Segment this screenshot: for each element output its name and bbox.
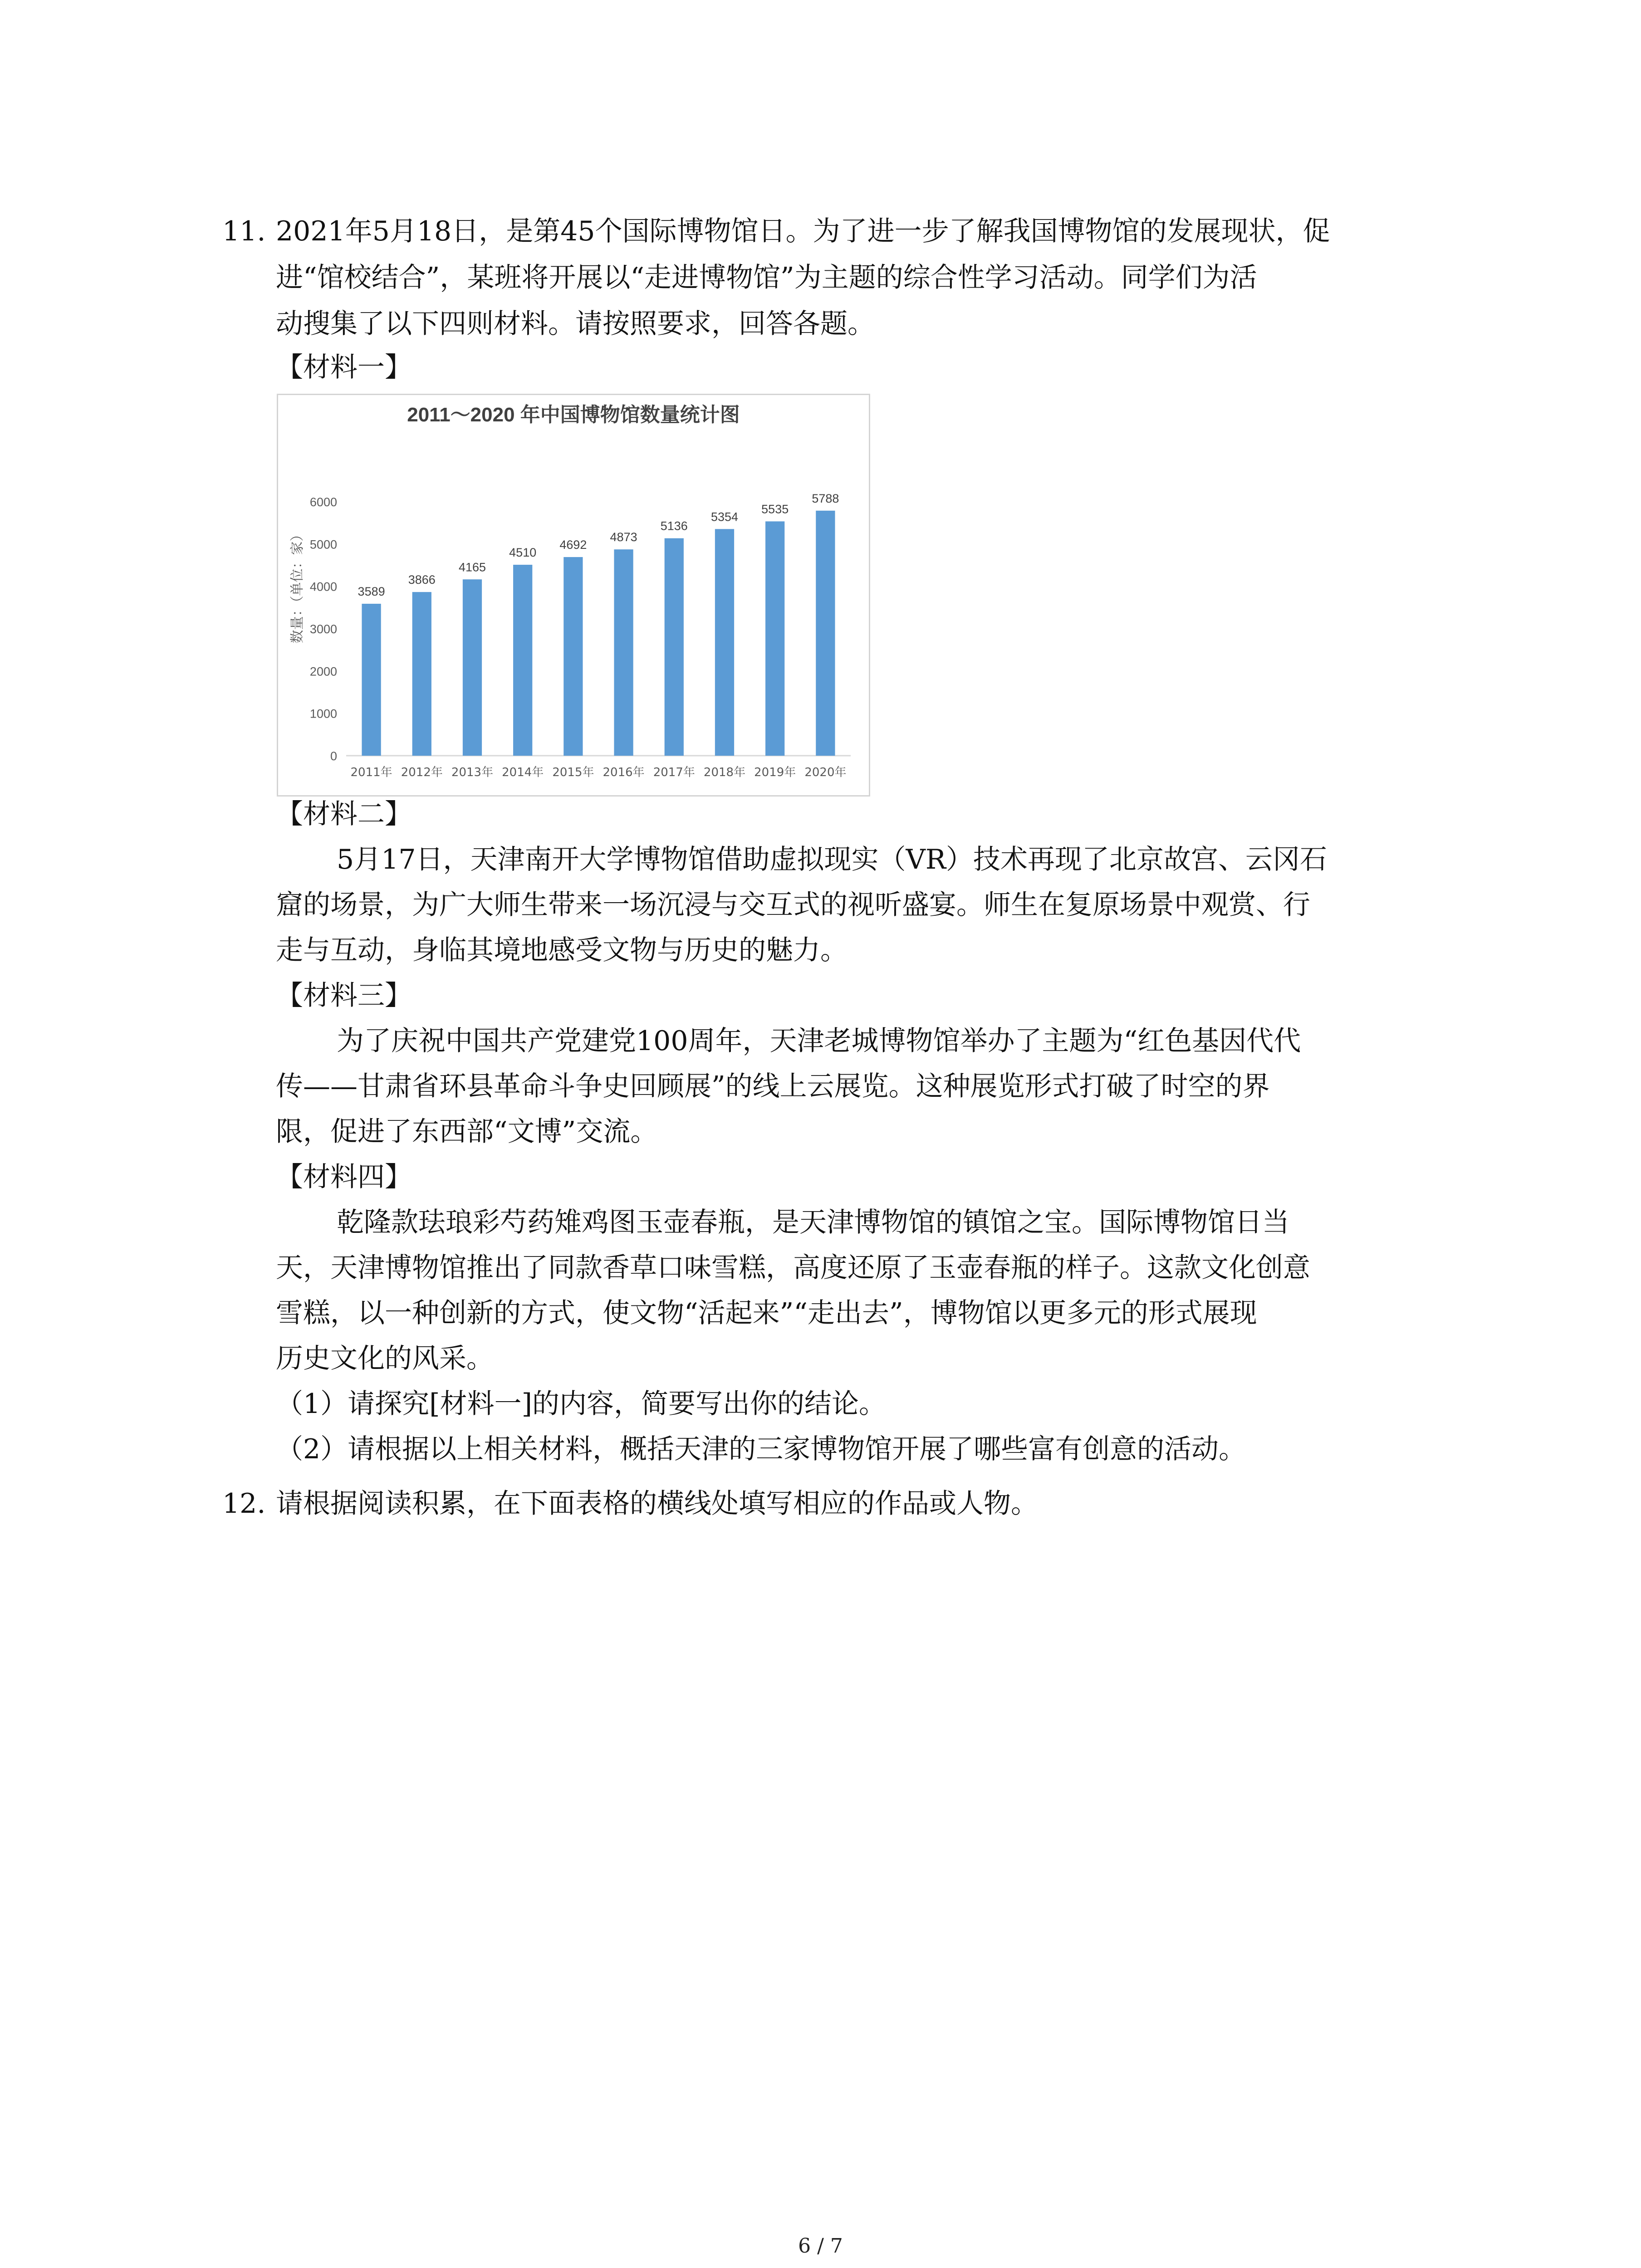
bar-2014年 <box>513 565 532 756</box>
x-tick-label: 2018年 <box>703 766 746 779</box>
bar-2013年 <box>463 579 482 756</box>
bar-2011年 <box>362 604 381 756</box>
x-tick-label: 2012年 <box>401 766 443 779</box>
x-tick-label: 2013年 <box>451 766 494 779</box>
bar-value-label: 4873 <box>610 530 637 544</box>
material-3-line-1: 为了庆祝中国共产党建党100周年，天津老城博物馆举办了主题为“红色基因代代 <box>337 1025 1301 1057</box>
bar-value-label: 5535 <box>761 502 789 516</box>
bar-value-label: 4510 <box>509 546 537 560</box>
material-4-line-4: 历史文化的风采。 <box>276 1343 494 1374</box>
y-tick-label: 0 <box>330 749 337 763</box>
bar-2019年 <box>765 521 784 756</box>
bar-2012年 <box>412 592 431 756</box>
bar-2015年 <box>563 557 583 756</box>
chart-title: 2011～2020 年中国博物馆数量统计图 <box>407 404 740 426</box>
chart-y-axis-label: 数量：（单位：家） <box>289 528 305 644</box>
x-tick-label: 2017年 <box>653 766 695 779</box>
material-4-line-1: 乾隆款珐琅彩芍药雉鸡图玉壶春瓶，是天津博物馆的镇馆之宝。国际博物馆日当 <box>337 1207 1289 1238</box>
bar-value-label: 4692 <box>559 538 587 552</box>
bar-value-label: 5354 <box>710 510 739 524</box>
y-tick-label: 4000 <box>309 580 337 594</box>
material-3-line-2: 传——甘肃省环县革命斗争史回顾展”的线上云展览。这种展览形式打破了时空的界 <box>276 1070 1270 1102</box>
material-4-line-3: 雪糕，以一种创新的方式，使文物“活起来”“走出去”，博物馆以更多元的形式展现 <box>276 1297 1257 1329</box>
y-tick-label: 2000 <box>309 665 337 679</box>
question-11-intro-line-1: 2021年5月18日，是第45个国际博物馆日。为了进一步了解我国博物馆的发展现状，促 <box>276 215 1330 247</box>
material-4-line-2: 天，天津博物馆推出了同款香草口味雪糕，高度还原了玉壶春瓶的样子。这款文化创意 <box>276 1252 1310 1284</box>
museum-count-chart <box>277 394 870 797</box>
question-12-text: 请根据阅读积累，在下面表格的横线处填写相应的作品或人物。 <box>276 1488 1038 1520</box>
bar-2017年 <box>665 538 684 756</box>
bar-value-label: 3589 <box>358 585 385 599</box>
material-4-heading: 【材料四】 <box>276 1161 412 1193</box>
y-tick-label: 1000 <box>309 707 337 721</box>
bar-value-label: 5136 <box>660 519 688 533</box>
bar-chart-svg <box>278 395 869 795</box>
sub-question-1: （1）请探究[材料一]的内容，简要写出你的结论。 <box>276 1388 886 1420</box>
bar-value-label: 5788 <box>812 491 839 505</box>
x-tick-label: 2020年 <box>804 766 847 779</box>
question-11-intro-line-2: 进“馆校结合”，某班将开展以“走进博物馆”为主题的综合性学习活动。同学们为活 <box>276 262 1257 293</box>
material-3-heading: 【材料三】 <box>276 980 412 1012</box>
bar-2020年 <box>816 511 835 756</box>
material-3-line-3: 限，促进了东西部“文博”交流。 <box>276 1116 658 1148</box>
y-tick-label: 5000 <box>309 538 337 552</box>
question-11-intro-line-3: 动搜集了以下四则材料。请按照要求，回答各题。 <box>276 308 875 340</box>
y-tick-label: 6000 <box>309 495 337 509</box>
sub-question-2: （2）请根据以上相关材料，概括天津的三家博物馆开展了哪些富有创意的活动。 <box>276 1433 1246 1465</box>
y-tick-label: 3000 <box>309 622 337 636</box>
question-11-number: 11. <box>222 215 266 247</box>
x-tick-label: 2014年 <box>502 766 544 779</box>
bar-value-label: 4165 <box>458 560 486 574</box>
question-12-number: 12. <box>222 1488 266 1520</box>
page-number: 6 / 7 <box>798 2234 843 2258</box>
x-tick-label: 2015年 <box>552 766 594 779</box>
material-1-heading: 【材料一】 <box>276 352 412 383</box>
bar-2018年 <box>715 529 734 756</box>
x-tick-label: 2011年 <box>350 766 392 779</box>
material-2-line-3: 走与互动，身临其境地感受文物与历史的魅力。 <box>276 934 847 966</box>
chart-plot-area <box>310 492 851 779</box>
material-2-line-2: 窟的场景，为广大师生带来一场沉浸与交互式的视听盛宴。师生在复原场景中观赏、行 <box>276 889 1310 921</box>
bar-value-label: 3866 <box>408 573 436 587</box>
material-2-heading: 【材料二】 <box>276 798 412 830</box>
x-tick-label: 2019年 <box>754 766 796 779</box>
material-2-line-1: 5月17日，天津南开大学博物馆借助虚拟现实（VR）技术再现了北京故宫、云冈石 <box>337 844 1327 875</box>
bar-2016年 <box>614 549 633 756</box>
x-tick-label: 2016年 <box>603 766 645 779</box>
